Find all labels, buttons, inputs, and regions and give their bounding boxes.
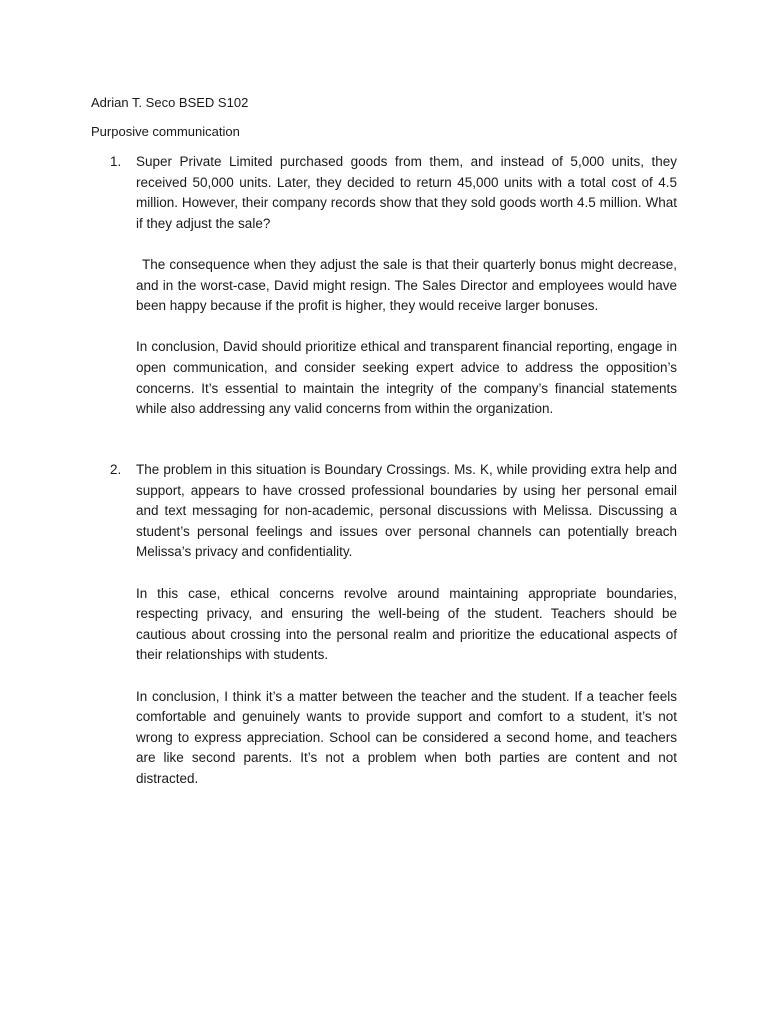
- item-number: 1.: [110, 154, 122, 169]
- item-2-conclusion: In conclusion, I think it’s a matter between the teacher and the student. If a teacher feels comfortable and genuinely wants to provide support and comfort to a student, it’s not wrong to express appreciation. School can be considered a second home, and teachers are like second parents. It’s not a problem when both parties are content and not distracted.: [136, 688, 677, 786]
- author-line: Adrian T. Seco BSED S102: [91, 95, 249, 110]
- item-1-consequence: The consequence when they adjust the sale is that their quarterly bonus might decrease, and in the worst-case, David might resign. The Sales Director and employees would have been happy because if the profit is higher, they would receive larger bonuses.: [136, 256, 677, 314]
- item-number: 2.: [110, 462, 122, 477]
- item-body: [136, 460, 677, 810]
- item-body: [136, 152, 677, 440]
- subject-line: Purposive communication: [91, 124, 240, 139]
- item-2-problem: The problem in this situation is Boundary Crossings. Ms. K, while providing extra help and support, appears to have crossed professional boundaries by using her personal email and text messaging for non-academic, personal discussions with Melissa. Discussing a student’s personal feelings and issues over personal channels can potentially breach Melissa’s privacy and confidentiality.: [136, 462, 677, 560]
- item-2-ethical-concerns: In this case, ethical concerns revolve around maintaining appropriate boundaries, respecting privacy, and ensuring the well-being of the student. Teachers should be cautious about crossing into the personal realm and prioritize the educational aspects of their relationships with students.: [136, 585, 677, 663]
- item-1-conclusion: In conclusion, David should prioritize ethical and transparent financial reporting, engage in open communication, and consider seeking expert advice to address the opposition’s concerns. It’s essential to maintain the integrity of the company’s financial statements while also addressing any valid concerns from within the organization.: [136, 339, 677, 417]
- item-1-question: Super Private Limited purchased goods from them, and instead of 5,000 units, they received 50,000 units. Later, they decided to return 45,000 units with a total cost of 4.5 million. However, their company records show that they sold goods worth 4.5 million. What if they adjust the sale?: [136, 154, 677, 231]
